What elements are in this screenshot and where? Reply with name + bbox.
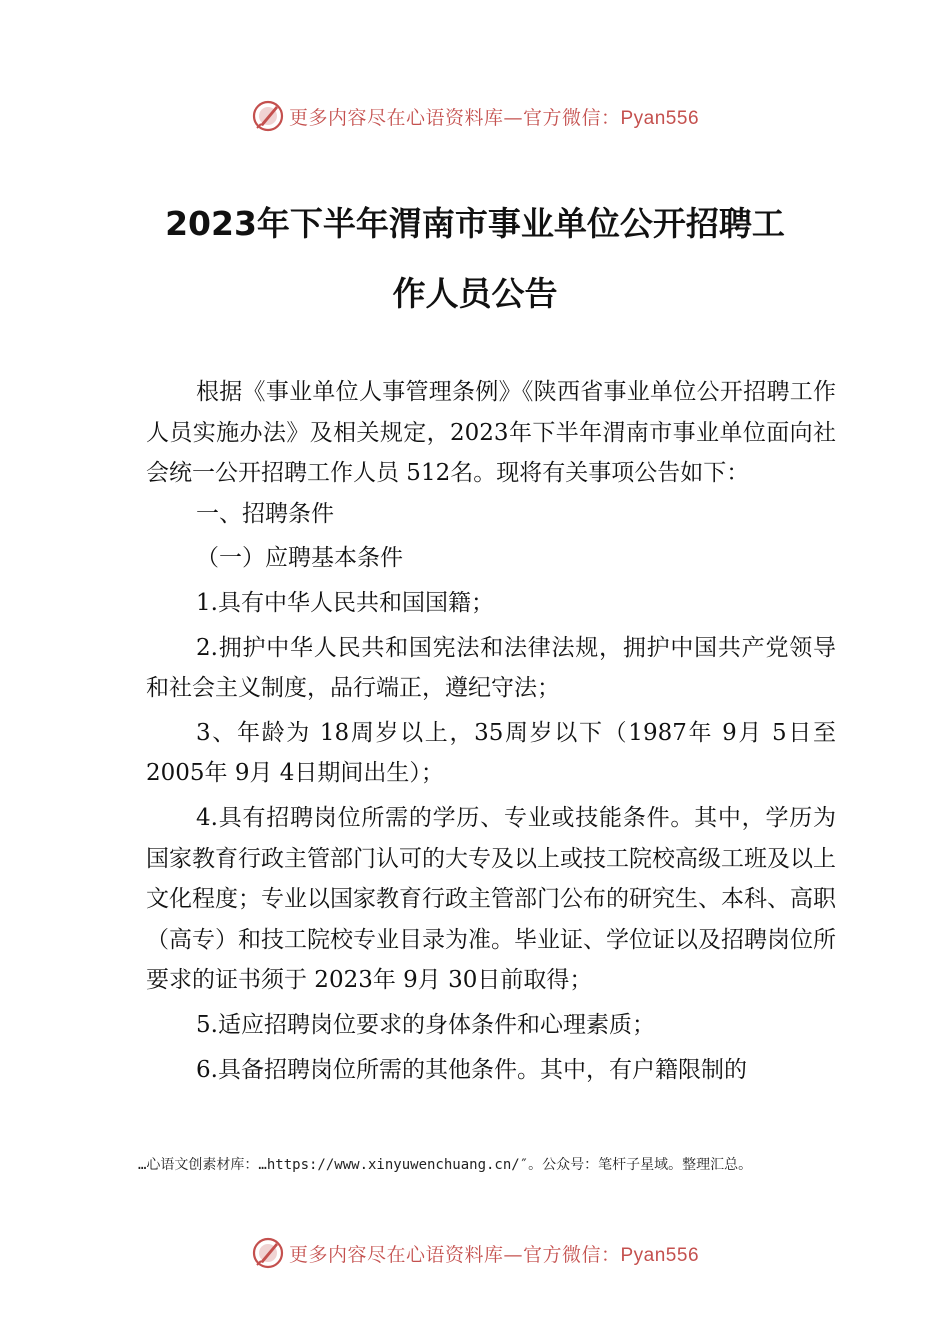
list-item: 4.具有招聘岗位所需的学历、专业或技能条件。其中，学历为国家教育行政主管部门认可的大专及以上或技工院校高级工班及以上文化程度；专业以国家教育行政主管部门公布的研究生、本科、高职（高专）和技工院校专业目录为准。毕业证、学位证以及招聘岗位所要求的证书须于 2023年 9月 30日前取得； [146,804,836,994]
document-body [146,372,836,1090]
section-heading: 一、招聘条件 [196,500,334,527]
list-item: 3、年龄为 18周岁以上，35周岁以下（1987年 9月 5日至 2005年 9月 4日期间出生）； [146,719,836,787]
subsection-heading: （一）应聘基本条件 [196,545,403,572]
list-item: 6.具备招聘岗位所需的其他条件。其中，有户籍限制的 [196,1056,747,1083]
list-item: 2.拥护中华人民共和国宪法和法律法规，拥护中国共产党领导和社会主义制度，品行端正，遵纪守法； [146,634,836,702]
wechat-id: Pyan556 [620,1244,700,1266]
banner-text: 更多内容尽在心语资料库—官方微信：Pyan556 [288,1243,700,1266]
footer-note: …心语文创素材库：…https://www.xinyuwenchuang.cn/″。公众号：笔杆子星域。整理汇总。 [138,1157,753,1173]
list-item: 5.适应招聘岗位要求的身体条件和心理素质； [196,1011,655,1038]
document-title-line-1: 2023年下半年渭南市事业单位公开招聘工 [165,204,785,243]
header-banner [0,96,950,136]
quill-seal-icon [251,1236,285,1270]
list-item: 1.具有中华人民共和国国籍； [196,589,494,616]
wechat-id: Pyan556 [620,107,700,129]
banner-text: 更多内容尽在心语资料库—官方微信：Pyan556 [288,106,700,129]
document-title-line-2: 作人员公告 [392,274,558,313]
footer-banner [0,1233,950,1273]
quill-seal-icon [251,99,285,133]
paragraph-intro: 根据《事业单位人事管理条例》《陕西省事业单位公开招聘工作人员实施办法》及相关规定，2023年下半年渭南市事业单位面向社会统一公开招聘工作人员 512名。现将有关事项公告如下： [146,379,836,487]
